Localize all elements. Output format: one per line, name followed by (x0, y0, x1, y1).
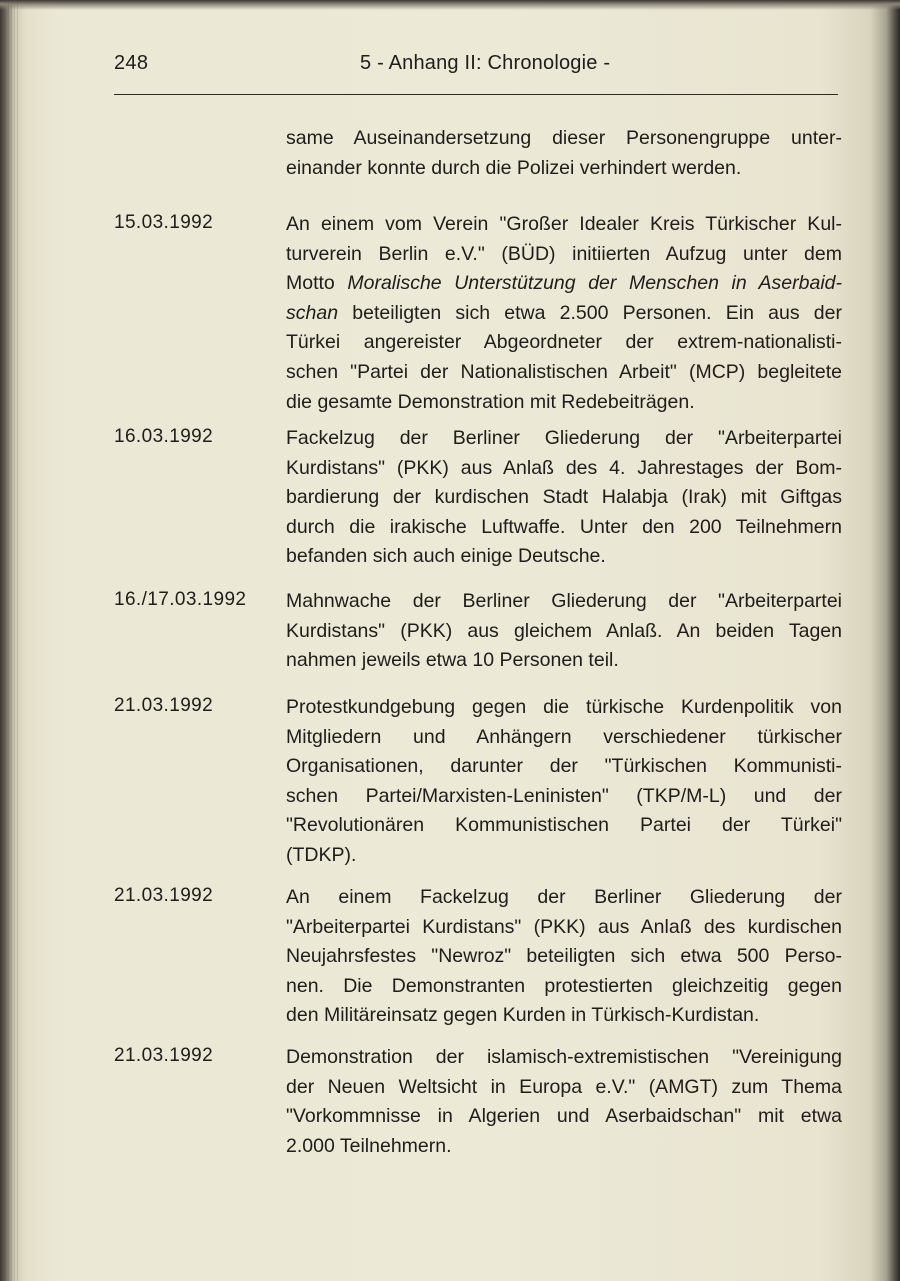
text-line: nen. Die Demonstranten protestierten gleichzeitig gegen (286, 974, 842, 997)
text-line: Kurdistans" (PKK) aus gleichem Anlaß. An beiden Tagen (286, 619, 842, 642)
text-line: bardierung der kurdischen Stadt Halabja (Irak) mit Giftgas (286, 486, 842, 509)
text-line: schen "Partei der Nationalistischen Arbeit" (MCP) begleitete (286, 360, 842, 383)
entry-text (286, 883, 842, 1031)
text-line: An einem Fackelzug der Berliner Gliederung der (286, 886, 842, 908)
page-number: 248 (114, 52, 149, 74)
text-line-mixed (286, 269, 842, 299)
text-line: Türkei angereister Abgeordneter der extrem-nationalisti- (286, 331, 842, 354)
text-line: turverein Berlin e.V." (BÜD) initiierten Aufzug unter dem (286, 242, 842, 265)
text-line: nahmen jeweils etwa 10 Personen teil. (286, 649, 619, 672)
entry-text (286, 587, 842, 676)
text-line: (TDKP). (286, 843, 357, 866)
text-line: Fackelzug der Berliner Gliederung der "Arbeiterpartei (286, 427, 842, 449)
entry-date: 16.03.1992 (114, 426, 214, 447)
text-line: Organisationen, darunter der "Türkischen Kommunisti- (286, 755, 842, 778)
text-segment: beteiligten sich etwa 2.500 Personen. Ein aus der (352, 301, 842, 324)
text-line: "Arbeiterpartei Kurdistans" (PKK) aus Anlaß des kurdischen (286, 915, 842, 938)
entry-text (286, 124, 842, 183)
text-line: "Vorkommnisse in Algerien und Aserbaidschan" mit etwa (286, 1105, 842, 1128)
entry-text (286, 1043, 842, 1161)
entry-date: 21.03.1992 (114, 695, 214, 716)
text-line: der Neuen Weltsicht in Europa e.V." (AMGT) zum Thema (286, 1075, 842, 1098)
entry-date: 16./17.03.1992 (114, 589, 247, 610)
text-line: Demonstration der islamisch-extremistischen "Vereinigung (286, 1046, 842, 1068)
text-line: schen Partei/Marxisten-Leninisten" (TKP/M-L) und der (286, 784, 842, 807)
italic-motto: Moralische Unterstützung der Menschen in Aserbaid- (347, 272, 842, 295)
text-segment: Motto (286, 272, 335, 295)
text-line: die gesamte Demonstration mit Redebeiträgen. (286, 390, 695, 413)
text-line: befanden sich auch einige Deutsche. (286, 545, 606, 568)
page-header (114, 50, 838, 95)
text-line: Protestkundgebung gegen die türkische Kurdenpolitik von (286, 696, 842, 718)
italic-motto: schan (286, 301, 339, 324)
text-line: durch die irakische Luftwaffe. Unter den 200 Teilnehmern (286, 515, 842, 538)
text-line: Kurdistans" (PKK) aus Anlaß des 4. Jahrestages der Bom- (286, 456, 842, 479)
text-line: den Militäreinsatz gegen Kurden in Türkisch-Kurdistan. (286, 1004, 760, 1027)
text-line: Mahnwache der Berliner Gliederung der "Arbeiterpartei (286, 590, 842, 612)
book-spine-edge (8, 0, 18, 1281)
entry-text (286, 210, 842, 417)
text-line-mixed (286, 299, 842, 329)
running-head: 5 - Anhang II: Chronologie - (360, 52, 611, 74)
text-line: same Auseinandersetzung dieser Personengruppe unter- (286, 127, 842, 149)
entry-date: 21.03.1992 (114, 885, 214, 906)
entry-text (286, 424, 842, 572)
text-line: "Revolutionären Kommunistischen Partei der Türkei" (286, 814, 842, 837)
entry-date: 15.03.1992 (114, 212, 214, 233)
entry-date: 21.03.1992 (114, 1045, 214, 1066)
text-line: 2.000 Teilnehmern. (286, 1134, 452, 1157)
entry-text (286, 693, 842, 871)
text-line: An einem vom Verein "Großer Idealer Kreis Türkischer Kul- (286, 213, 842, 235)
text-line: Neujahrsfestes "Newroz" beteiligten sich etwa 500 Perso- (286, 945, 842, 968)
text-line: Mitgliedern und Anhängern verschiedener türkischer (286, 725, 842, 748)
text-line: einander konnte durch die Polizei verhindert werden. (286, 156, 742, 179)
